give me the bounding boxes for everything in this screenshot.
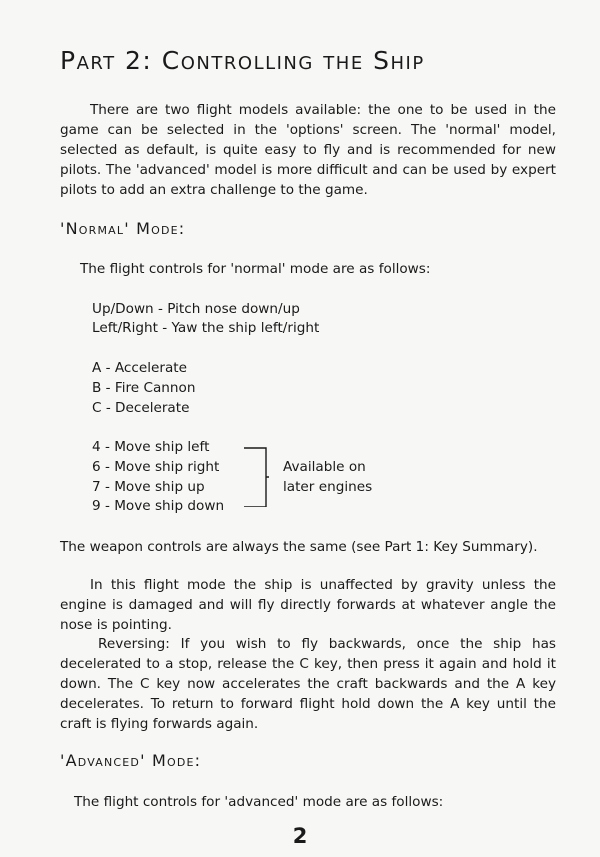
numpad-control-2: 6 - Move ship right <box>92 459 220 475</box>
arrow-control-2: Left/Right - Yaw the ship left/right <box>92 320 320 336</box>
numpad-control-1: 4 - Move ship left <box>92 439 210 455</box>
key-control-3: C - Decelerate <box>92 400 190 416</box>
numpad-control-4: 9 - Move ship down <box>92 498 225 514</box>
weapons-note: The weapon controls are always the same (see Part 1: Key Summary). <box>60 539 538 555</box>
numpad-bracket <box>242 447 270 507</box>
advanced-mode-heading: 'Advanced' Mode: <box>60 751 202 770</box>
page-number: 2 <box>292 824 308 848</box>
normal-mode-lead: The flight controls for 'normal' mode are as follows: <box>80 261 431 277</box>
key-control-1: A - Accelerate <box>92 360 187 376</box>
arrow-control-1: Up/Down - Pitch nose down/up <box>92 301 300 317</box>
numpad-note-2: later engines <box>283 479 373 495</box>
page-title: Part 2: Controlling the Ship <box>60 46 425 75</box>
normal-mode-heading: 'Normal' Mode: <box>60 219 186 238</box>
intro-paragraph: There are two flight models available: the one to be used in the game can be selected in the 'options' screen. The 'normal' model, selected as default, is quite easy to fly and is recommended for new pilots. The 'advanced' model is more difficult and can be used by expert pilots to add an extra challenge to the game. <box>60 102 556 198</box>
key-control-2: B - Fire Cannon <box>92 380 196 396</box>
numpad-note-1: Available on <box>283 459 366 475</box>
gravity-paragraph: In this flight mode the ship is unaffected by gravity unless the engine is damaged and will fly directly forwards at whatever angle the nose is pointing. <box>60 577 556 633</box>
numpad-control-3: 7 - Move ship up <box>92 479 205 495</box>
reversing-paragraph: Reversing: If you wish to fly backwards, once the ship has decelerated to a stop, release the C key, then press it again and hold it down. The C key now accelerates the craft backwards and the A key decelerates. To return to forward flight hold down the A key until the craft is flying forwards again. <box>60 636 556 732</box>
advanced-mode-lead: The flight controls for 'advanced' mode are as follows: <box>74 794 444 810</box>
